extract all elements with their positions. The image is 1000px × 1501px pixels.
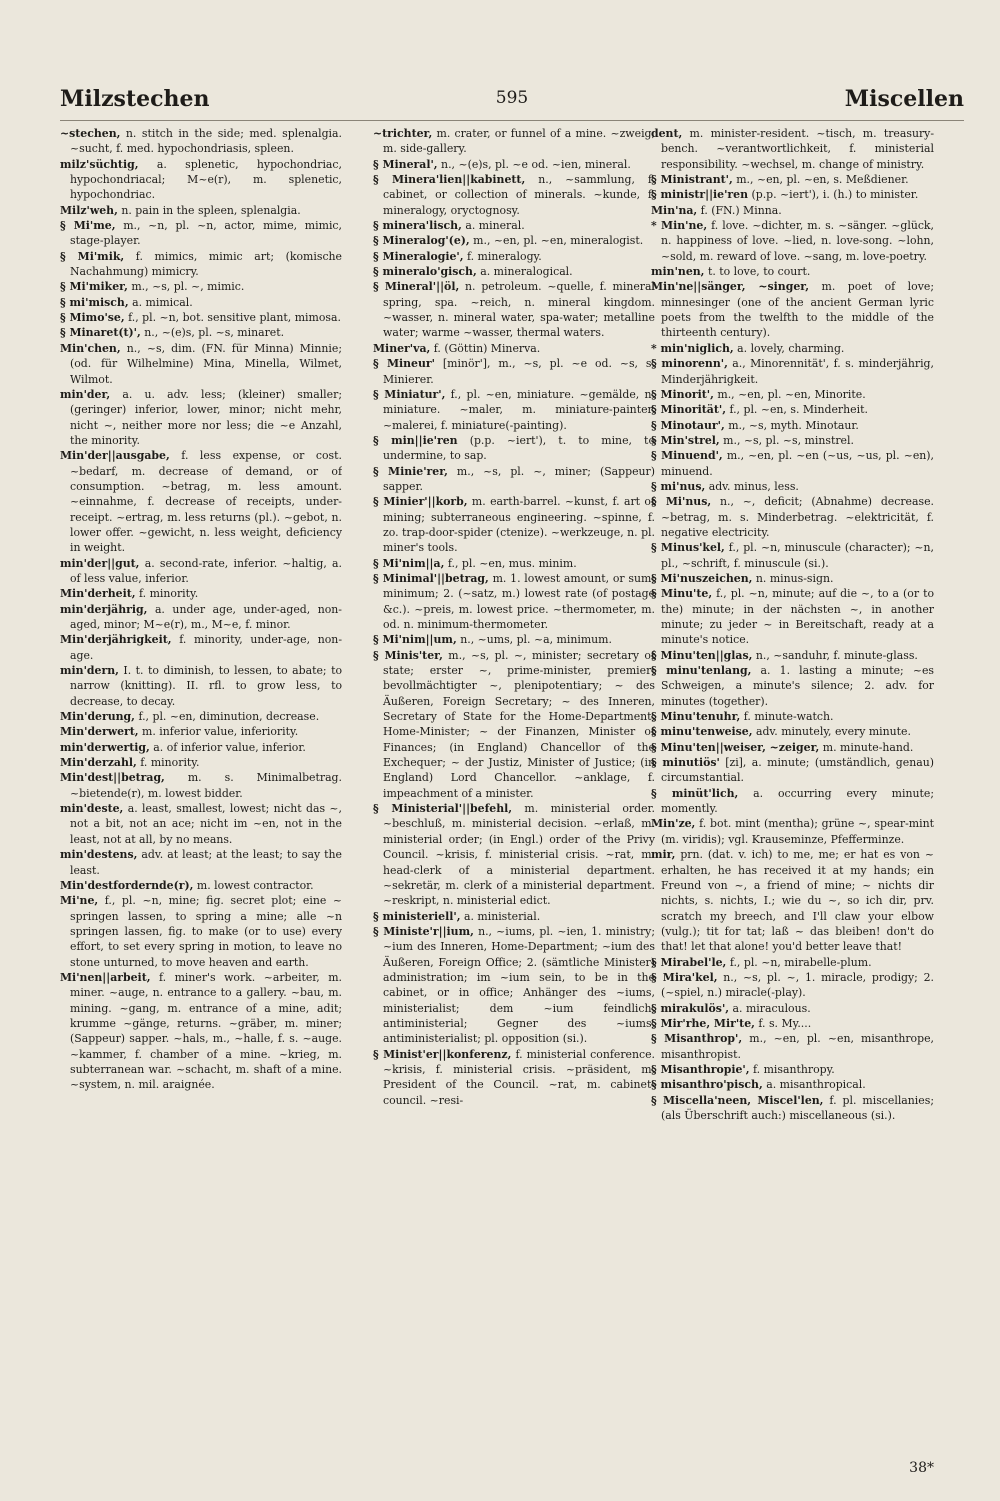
dictionary-entry	[373, 341, 655, 356]
entry-definition: m. ministerial order. ~beschluß, m. ministerial decision. ~erlaß, m. ministerial order; (in Engl.) order of the Privy Council. ~krisis, f. ministerial crisis. ~rat, m. head-clerk of a ministerial department. ~sekretär, m. clerk of a ministerial department. ~reskript, n. ministerial edict.	[383, 802, 655, 908]
signature-mark: 38*	[909, 1460, 934, 1476]
entry-definition: f., pl. ~n, minute; auf die ~, to a (or to the) minute; in der nächsten ~, in another minute; zu jeder ~ in Bereitschaft, ready at a minute's notice.	[661, 587, 934, 647]
dictionary-entry	[651, 356, 934, 387]
dictionary-entry	[651, 1093, 934, 1124]
dictionary-entry	[60, 878, 342, 893]
column-middle	[373, 126, 655, 1476]
entry-definition: f. love. ~dichter, m. s. ~sänger. ~glück, n. happiness of love. ~lied, n. love-song. ~lohn, ~sold, m. reward of love. ~sang, m. love-poetry.	[661, 219, 934, 263]
entry-headword: § Minist'er||konferenz,	[373, 1047, 512, 1061]
dictionary-entry	[651, 571, 934, 586]
entry-definition: f. pl. miscellanies; (als Überschrift auch:) miscellaneous (si.).	[661, 1093, 934, 1122]
dictionary-entry	[373, 233, 655, 248]
entry-definition: n. stitch in the side; med. splenalgia. ~sucht, f. med. hypochondriasis, spleen.	[70, 127, 342, 156]
dictionary-entry	[60, 970, 342, 1093]
dictionary-entry	[651, 479, 934, 494]
dictionary-entry	[60, 724, 342, 739]
column-right	[651, 126, 934, 1476]
entry-definition: n., ~sammlung, f. cabinet, or collection of minerals. ~kunde, f. mineralogy, oryctognosy.	[383, 173, 655, 217]
entry-headword: § Minier'||korb,	[373, 495, 468, 509]
entry-definition: a. lovely, charming.	[733, 341, 845, 355]
entry-definition: a. misanthropical.	[762, 1078, 866, 1092]
entry-definition: a. least, smallest, lowest; nicht das ~, not a bit, not an ace; nicht im ~en, not in the least, not at all, by no means.	[70, 802, 342, 846]
entry-headword: § Minorit',	[651, 387, 714, 401]
entry-definition: a., Minorennität', f. s. minderjährig, Minderjährigkeit.	[661, 357, 934, 386]
dictionary-entry	[60, 295, 342, 310]
entry-headword: milz'süchtig,	[60, 157, 139, 171]
entry-definition: a. mimical.	[128, 295, 193, 309]
entry-definition: m. crater, or funnel of a mine. ~zweig, m. side-gallery.	[383, 127, 655, 156]
entry-headword: § Mi'me,	[60, 219, 116, 233]
entry-headword: § mi'misch,	[60, 295, 129, 309]
entry-headword: § Minus'kel,	[651, 541, 725, 555]
entry-definition: m. minister-resident. ~tisch, m. treasury-bench. ~verantwortlichkeit, f. ministerial responsibility. ~wechsel, m. change of ministry.	[661, 127, 934, 171]
entry-definition: m. lowest contractor.	[193, 878, 314, 892]
dictionary-entry	[373, 556, 655, 571]
entry-definition: f. less expense, or cost. ~bedarf, m. decrease of demand, or of consumption. ~betrag, m. less amount. ~einnahme, f. decrease of receipts, under-receipt. ~ertrag, m. less returns (pl.). ~gebot, n. lower offer. ~gewicht, n. less weight, deficiency in weight.	[70, 449, 342, 555]
dictionary-entry	[373, 464, 655, 495]
entry-definition: f., pl. ~en, mus. minim.	[444, 556, 577, 570]
dictionary-entry	[373, 264, 655, 279]
entry-definition: n., ~, deficit; (Abnahme) decrease. ~betrag, m. s. Minderbetrag. ~elektricität, f. negative electricity.	[661, 495, 934, 539]
entry-definition: m., ~en, pl. ~en (~us, ~us, pl. ~en), minuend.	[661, 449, 934, 478]
dictionary-entry	[60, 586, 342, 601]
entry-definition: a. 1. lasting a minute; ~es Schweigen, a minute's silence; 2. adv. for minutes (together).	[661, 664, 934, 708]
entry-headword: Min'der||ausgabe,	[60, 449, 170, 463]
entry-headword: § minüt'lich,	[651, 786, 739, 800]
entry-definition: adv. at least; at the least; to say the least.	[70, 848, 342, 877]
entry-definition: f. minority.	[136, 756, 200, 770]
dictionary-entry	[60, 448, 342, 555]
dictionary-entry	[60, 709, 342, 724]
header-rule	[60, 120, 964, 121]
dictionary-entry	[373, 387, 655, 433]
entry-headword: § Minu'tenuhr,	[651, 710, 741, 724]
entry-headword: Min'chen,	[60, 341, 121, 355]
dictionary-entry	[60, 218, 342, 249]
entry-headword: § Minu'ten||weiser, ~zeiger,	[651, 740, 820, 754]
dictionary-entry	[651, 1062, 934, 1077]
entry-headword: Min'derwert,	[60, 725, 139, 739]
entry-definition: f., pl. ~en, s. Minderheit.	[725, 403, 868, 417]
dictionary-entry	[651, 663, 934, 709]
entry-definition: adv. minutely, every minute.	[752, 725, 911, 739]
dictionary-entry	[373, 801, 655, 908]
entry-definition: f. (FN.) Minna.	[697, 203, 782, 217]
header-right-catchword: Miscellen	[844, 86, 964, 112]
dictionary-entry	[60, 341, 342, 387]
entry-definition: f., pl. ~n, bot. sensitive plant, mimosa.	[124, 311, 341, 325]
dictionary-entry	[651, 1001, 934, 1016]
dictionary-entry	[651, 218, 934, 264]
entry-definition: a. occurring every minute; momently.	[661, 786, 934, 816]
entry-definition: m., ~s, pl. ~, mimic.	[127, 280, 245, 294]
entry-definition: m. minute-hand.	[819, 740, 914, 754]
entry-definition: (p.p. ~iert'), t. to mine, to undermine, to sap.	[383, 433, 655, 463]
entry-headword: Min'derjährigkeit,	[60, 633, 172, 647]
dictionary-entry	[651, 448, 934, 479]
entry-headword: § Mi'nim||a,	[373, 556, 445, 570]
entry-headword: § Mimo'se,	[60, 311, 125, 325]
entry-headword: Min'na,	[651, 203, 698, 217]
entry-headword: Mi'nen||arbeit,	[60, 970, 151, 984]
entry-headword: § mirakulös',	[651, 1001, 730, 1015]
entry-definition: f. minute-watch.	[740, 710, 834, 724]
dictionary-entry	[373, 172, 655, 218]
dictionary-entry	[373, 1047, 655, 1108]
dictionary-entry	[373, 126, 655, 157]
dictionary-entry	[651, 648, 934, 663]
entry-headword: Min'derzahl,	[60, 756, 137, 770]
entry-definition: [minör'], m., ~s, pl. ~e od. ~s, s. Minierer.	[383, 357, 655, 386]
entry-headword: Min'ze,	[651, 817, 696, 831]
entry-definition: m. earth-barrel. ~kunst, f. art of mining; subterraneous engineering. ~spinne, f. zo. trap-door-spider (ctenize). ~werkzeuge, n. pl. miner's tools.	[383, 495, 655, 555]
dictionary-entry	[60, 847, 342, 878]
dictionary-entry	[60, 325, 342, 340]
entry-definition: m., ~s, pl. ~, miner; (Sappeur) sapper.	[383, 464, 655, 493]
entry-definition: a. miraculous.	[729, 1001, 811, 1015]
entry-headword: § mineralo'gisch,	[373, 265, 477, 279]
dictionary-entry	[651, 418, 934, 433]
dictionary-entry	[651, 433, 934, 448]
entry-headword: § minorenn',	[651, 357, 728, 371]
dictionary-entry	[373, 632, 655, 647]
dictionary-entry	[373, 909, 655, 924]
entry-definition: f., pl. ~n, minuscule (character); ~n, pl., ~schrift, f. minuscule (si.).	[661, 541, 934, 570]
entry-headword: § Minaret(t)',	[60, 326, 141, 340]
dictionary-entry	[651, 126, 934, 172]
entry-definition: adv. minus, less.	[705, 479, 799, 493]
dictionary-entry	[651, 279, 934, 340]
dictionary-entry	[651, 586, 934, 647]
entry-definition: f. mineralogy.	[463, 249, 542, 263]
entry-headword: Mi'ne,	[60, 894, 99, 908]
dictionary-entry	[651, 724, 934, 739]
dictionary-entry	[651, 847, 934, 954]
entry-headword: § Mira'kel,	[651, 970, 718, 984]
entry-definition: f., pl. ~n, mirabelle-plum.	[726, 955, 872, 969]
entry-headword: § Mi'miker,	[60, 280, 128, 294]
entry-headword: § Ministerial'||befehl,	[373, 802, 513, 816]
dictionary-entry	[373, 433, 655, 464]
entry-headword: § misanthro'pisch,	[651, 1078, 763, 1092]
entry-definition: m., ~s, pl. ~, minister; secretary of state; erster ~, prime-minister, premier; bevollmächtigter ~, plenipotentiary; ~ des Äußeren, Foreign Secretary; ~ des Inneren, Secretary of State for the Home-Department, Home-Minister; ~ der Finanzen, Minister of Finances; (in England) Chancellor of the Exchequer; ~ der Justiz, Minister of Justice; (in England) Lord Chancellor. ~anklage, f. impeachment of a minister.	[383, 648, 655, 800]
entry-headword: § Minis'ter,	[373, 648, 443, 662]
entry-headword: min'deste,	[60, 802, 124, 816]
dictionary-entry	[651, 203, 934, 218]
dictionary-entry	[60, 602, 342, 633]
entry-headword: § Minie'rer,	[373, 464, 448, 478]
entry-definition: a. of inferior value, inferior.	[149, 740, 306, 754]
entry-definition: m., ~s, myth. Minotaur.	[724, 418, 859, 432]
dictionary-entry	[60, 126, 342, 157]
entry-headword: Min'dest||betrag,	[60, 771, 165, 785]
entry-headword: § Misanthropie',	[651, 1062, 750, 1076]
entry-definition: [zi], a. minute; (umständlich, genau) circumstantial.	[661, 756, 934, 785]
entry-definition: f., pl. ~en, miniature. ~gemälde, n. miniature. ~maler, m. miniature-painter. ~malerei, f. miniature(-painting).	[383, 387, 655, 432]
dictionary-entry	[373, 218, 655, 233]
entry-headword: Min'ne||sänger, ~singer,	[651, 280, 810, 294]
dictionary-entry	[651, 264, 934, 279]
entry-headword: dent,	[651, 127, 683, 140]
entry-headword: § Misanthrop',	[651, 1032, 743, 1046]
entry-headword: § Minu'te,	[651, 587, 713, 601]
dictionary-entry	[373, 157, 655, 172]
dictionary-entry	[60, 249, 342, 280]
dictionary-entry	[651, 740, 934, 755]
entry-headword: § ministr||ie'ren	[651, 188, 749, 202]
dictionary-entry	[651, 816, 934, 847]
entry-headword: § Mi'nus,	[651, 495, 712, 509]
dictionary-entry	[651, 402, 934, 417]
dictionary-entry	[651, 1031, 934, 1062]
entry-headword: § minu'tenweise,	[651, 725, 753, 739]
dictionary-entry	[651, 387, 934, 402]
entry-headword: § Minera'lien||kabinett,	[373, 173, 526, 187]
entry-definition: m., ~s, pl. ~s, minstrel.	[719, 433, 854, 447]
dictionary-entry	[60, 893, 342, 970]
dictionary-entry	[651, 709, 934, 724]
entry-definition: f. s. My....	[754, 1016, 812, 1030]
entry-definition: n., ~(e)s, pl. ~e od. ~ien, mineral.	[437, 157, 631, 171]
entry-headword: § Minorität',	[651, 403, 726, 417]
entry-headword: § Mineral'||öl,	[373, 280, 460, 294]
entry-definition: m. s. Minimalbetrag. ~bietende(r), m. lowest bidder.	[70, 771, 342, 800]
header-left-catchword: Milzstechen	[60, 86, 210, 112]
entry-headword: § min||ie'ren	[373, 433, 458, 447]
entry-definition: m., ~en, pl. ~en, mineralogist.	[469, 234, 644, 248]
entry-definition: (p.p. ~iert'), i. (h.) to minister.	[748, 188, 919, 202]
entry-definition: n., ~iums, pl. ~ien, 1. ministry; ~ium des Inneren, Home-Department; ~ium des Äußeren, Foreign Office; 2. (sämtliche Minister) administration; im ~ium sein, to be in the cabinet, or in office; Anhänger des ~iums, ministerialist; dem ~ium feindlich, antiministerial; Gegner des ~iums, antiministerialist; pl. opposition (si.).	[383, 924, 655, 1046]
dictionary-entry	[60, 632, 342, 663]
entry-definition: a. ministerial.	[460, 909, 541, 923]
entry-definition: n., ~s, dim. (FN. für Minna) Minnie; (od. für Wilhelmine) Mina, Minella, Wilmet, Wilmot.	[70, 341, 342, 386]
entry-headword: § Minimal'||betrag,	[373, 571, 489, 585]
entry-definition: a. u. adv. less; (kleiner) smaller; (geringer) inferior, lower, minor; nicht mehr, nicht ~, neither more nor less; die ~e Anzahl, the minority.	[70, 387, 342, 447]
dictionary-entry	[373, 494, 655, 555]
entry-headword: § Minotaur',	[651, 418, 725, 432]
entry-headword: min'der,	[60, 387, 111, 401]
column-left	[60, 126, 342, 1476]
entry-headword: § Mi'nuszeichen,	[651, 571, 753, 585]
entry-definition: f., pl. ~en, diminution, decrease.	[134, 710, 320, 724]
page-number: 595	[495, 88, 529, 108]
entry-definition: m. poet of love; minnesinger (one of the ancient German lyric poets from the twelfth to the middle of the thirteenth century).	[661, 280, 934, 340]
entry-headword: min'derjährig,	[60, 602, 148, 616]
dictionary-entry	[651, 970, 934, 1001]
entry-headword: § minera'lisch,	[373, 219, 462, 233]
entry-headword: § Minuend',	[651, 449, 723, 463]
entry-headword: * min'niglich,	[651, 341, 734, 355]
entry-headword: Min'destfordernde(r),	[60, 878, 194, 892]
dictionary-entry	[373, 249, 655, 264]
entry-headword: Min'derung,	[60, 710, 135, 724]
dictionary-entry	[60, 387, 342, 448]
dictionary-entry	[373, 924, 655, 1047]
entry-headword: § Miscella'neen, Miscel'len,	[651, 1093, 824, 1107]
entry-headword: § minu'tenlang,	[651, 664, 752, 678]
dictionary-entry	[651, 786, 934, 817]
entry-definition: a. splenetic, hypochondriac, hypochondriacal; M~e(r), m. splenetic, hypochondriac.	[70, 157, 342, 202]
dictionary-entry	[651, 1077, 934, 1092]
entry-definition: f. bot. mint (mentha); grüne ~, spear-mint (m. viridis); vgl. Krauseminze, Pfefferminze.	[661, 817, 934, 846]
entry-definition: f. mimics, mimic art; (komische Nachahmung) mimicry.	[70, 249, 342, 279]
entry-definition: a. mineralogical.	[476, 265, 573, 279]
entry-headword: min'nen,	[651, 265, 705, 279]
entry-definition: prn. (dat. v. ich) to me, me; er hat es von ~ erhalten, he has received it at my hands; ein Freund von ~, a friend of mine; ~ nichts dir nichts, s. nichts, I.; wie du ~, so ich dir, prv. scratch my breech, and I'll claw your elbow (vulg.); tit for tat; laß ~ das bleiben! don't do that! let that alone! you'd better leave that!	[661, 848, 934, 954]
entry-definition: f. miner's work. ~arbeiter, m. miner. ~auge, n. entrance to a gallery. ~bau, m. mining. ~gang, m. entrance of a mine, adit; krumme ~gänge, returns. ~gräber, m. miner; (Sappeur) sapper. ~hals, m., ~halle, f. s. ~auge. ~kammer, f. chamber of a mine. ~krieg, m. subterranean war. ~schacht, m. shaft of a mine. ~system, n. mil. araignée.	[70, 970, 342, 1092]
entry-headword: Miner'va,	[373, 341, 431, 355]
dictionary-entry	[60, 663, 342, 709]
entry-headword: Milz'weh,	[60, 203, 118, 217]
entry-definition: m. 1. lowest amount, or sum; minimum; 2. (~satz, m.) lowest rate (of postage &c.). ~preis, m. lowest price. ~thermometer, m. od. n. minimum-thermometer.	[383, 571, 655, 631]
entry-definition: a. second-rate, inferior. ~haltig, a. of less value, inferior.	[70, 556, 342, 585]
entry-definition: n. petroleum. ~quelle, f. mineral spring, spa. ~reich, n. mineral kingdom. ~wasser, n. mineral water, spa-water; metalline water; warme ~wasser, thermal waters.	[383, 280, 655, 340]
entry-headword: ~stechen,	[60, 127, 121, 140]
entry-definition: n., ~s, pl. ~, 1. miracle, prodigy; 2. (~spiel, n.) miracle(-play).	[661, 970, 934, 1000]
dictionary-entry	[651, 755, 934, 786]
page-header	[60, 86, 964, 116]
entry-headword: § Ministrant',	[651, 173, 733, 187]
entry-definition: f. minority.	[135, 587, 199, 601]
entry-headword: § Mirabel'le,	[651, 955, 727, 969]
entry-headword: § Mineralogie',	[373, 249, 464, 263]
entry-headword: § Mineralog'(e),	[373, 234, 470, 248]
dictionary-entry	[373, 279, 655, 340]
dictionary-entry	[651, 172, 934, 187]
entry-definition: n., ~(e)s, pl. ~s, minaret.	[140, 326, 285, 340]
entry-headword: min'der||gut,	[60, 556, 140, 570]
entry-definition: f., pl. ~n, mine; fig. secret plot; eine ~ springen lassen, to spring a mine; alle ~n springen lassen, fig. to make (or to use) every effort, to set every spring in motion, to leave no stone unturned, to move heaven and earth.	[70, 894, 342, 969]
entry-headword: § Mi'nim||um,	[373, 633, 457, 647]
entry-headword: § Miniatur',	[373, 387, 446, 401]
entry-definition: f. ministerial conference. ~krisis, f. ministerial crisis. ~präsident, m. President of the Council. ~rat, m. cabinet-council. ~resi-	[383, 1047, 655, 1107]
entry-headword: § Mi'mik,	[60, 249, 125, 263]
entry-headword: § ministeriell',	[373, 909, 461, 923]
dictionary-entry	[651, 1016, 934, 1031]
dictionary-entry	[60, 801, 342, 847]
dictionary-entry	[60, 755, 342, 770]
dictionary-entry	[373, 648, 655, 801]
entry-headword: § Min'strel,	[651, 433, 720, 447]
entry-headword: § Mineral',	[373, 157, 438, 171]
entry-headword: § Mir'rhe, Mir'te,	[651, 1016, 755, 1030]
dictionary-entry	[60, 770, 342, 801]
dictionary-entry	[651, 494, 934, 540]
entry-headword: min'dern,	[60, 664, 119, 678]
entry-definition: a. under age, under-aged, non-aged, minor; M~e(r), m., M~e, f. minor.	[70, 602, 342, 631]
entry-definition: m., ~en, pl. ~en, misanthrope, misanthropist.	[661, 1032, 934, 1061]
entry-definition: I. t. to diminish, to lessen, to abate; to narrow (knitting). II. rfl. to grow less, to decrease, to decay.	[70, 664, 342, 708]
dictionary-entry	[60, 740, 342, 755]
dictionary-entry	[60, 157, 342, 203]
entry-headword: § minutiös'	[651, 756, 720, 770]
dictionary-entry	[651, 187, 934, 202]
dictionary-entry	[60, 310, 342, 325]
entry-definition: t. to love, to court.	[704, 265, 811, 279]
entry-definition: m. inferior value, inferiority.	[138, 725, 299, 739]
dictionary-entry	[651, 540, 934, 571]
entry-definition: m., ~n, pl. ~n, actor, mime, mimic, stage-player.	[70, 219, 342, 248]
dictionary-entry	[373, 571, 655, 632]
dictionary-entry	[60, 556, 342, 587]
entry-definition: m., ~en, pl. ~en, s. Meßdiener.	[732, 173, 909, 187]
dictionary-entry	[651, 955, 934, 970]
entry-headword: Min'derheit,	[60, 587, 136, 601]
entry-headword: * Min'ne,	[651, 219, 708, 233]
entry-headword: § Ministe'r||ium,	[373, 924, 474, 938]
entry-definition: n. pain in the spleen, splenalgia.	[117, 203, 301, 217]
dictionary-entry	[373, 356, 655, 387]
entry-headword: ~trichter,	[373, 127, 433, 140]
entry-headword: § Minu'ten||glas,	[651, 648, 753, 662]
entry-definition: n. minus-sign.	[752, 571, 834, 585]
entry-definition: f. minority, under-age, non-age.	[70, 633, 342, 662]
entry-definition: m., ~en, pl. ~en, Minorite.	[713, 387, 866, 401]
entry-definition: n., ~ums, pl. ~a, minimum.	[456, 633, 612, 647]
entry-headword: mir,	[651, 848, 676, 862]
entry-definition: f. misanthropy.	[749, 1062, 835, 1076]
entry-definition: a. mineral.	[461, 219, 525, 233]
dictionary-entry	[60, 203, 342, 218]
entry-headword: § Mineur'	[373, 357, 435, 371]
entry-definition: n., ~sanduhr, f. minute-glass.	[752, 648, 918, 662]
entry-headword: § mi'nus,	[651, 479, 706, 493]
dictionary-entry	[651, 341, 934, 356]
entry-headword: min'derwertig,	[60, 740, 150, 754]
entry-definition: f. (Göttin) Minerva.	[430, 341, 541, 355]
dictionary-entry	[60, 279, 342, 294]
entry-headword: min'destens,	[60, 848, 138, 862]
